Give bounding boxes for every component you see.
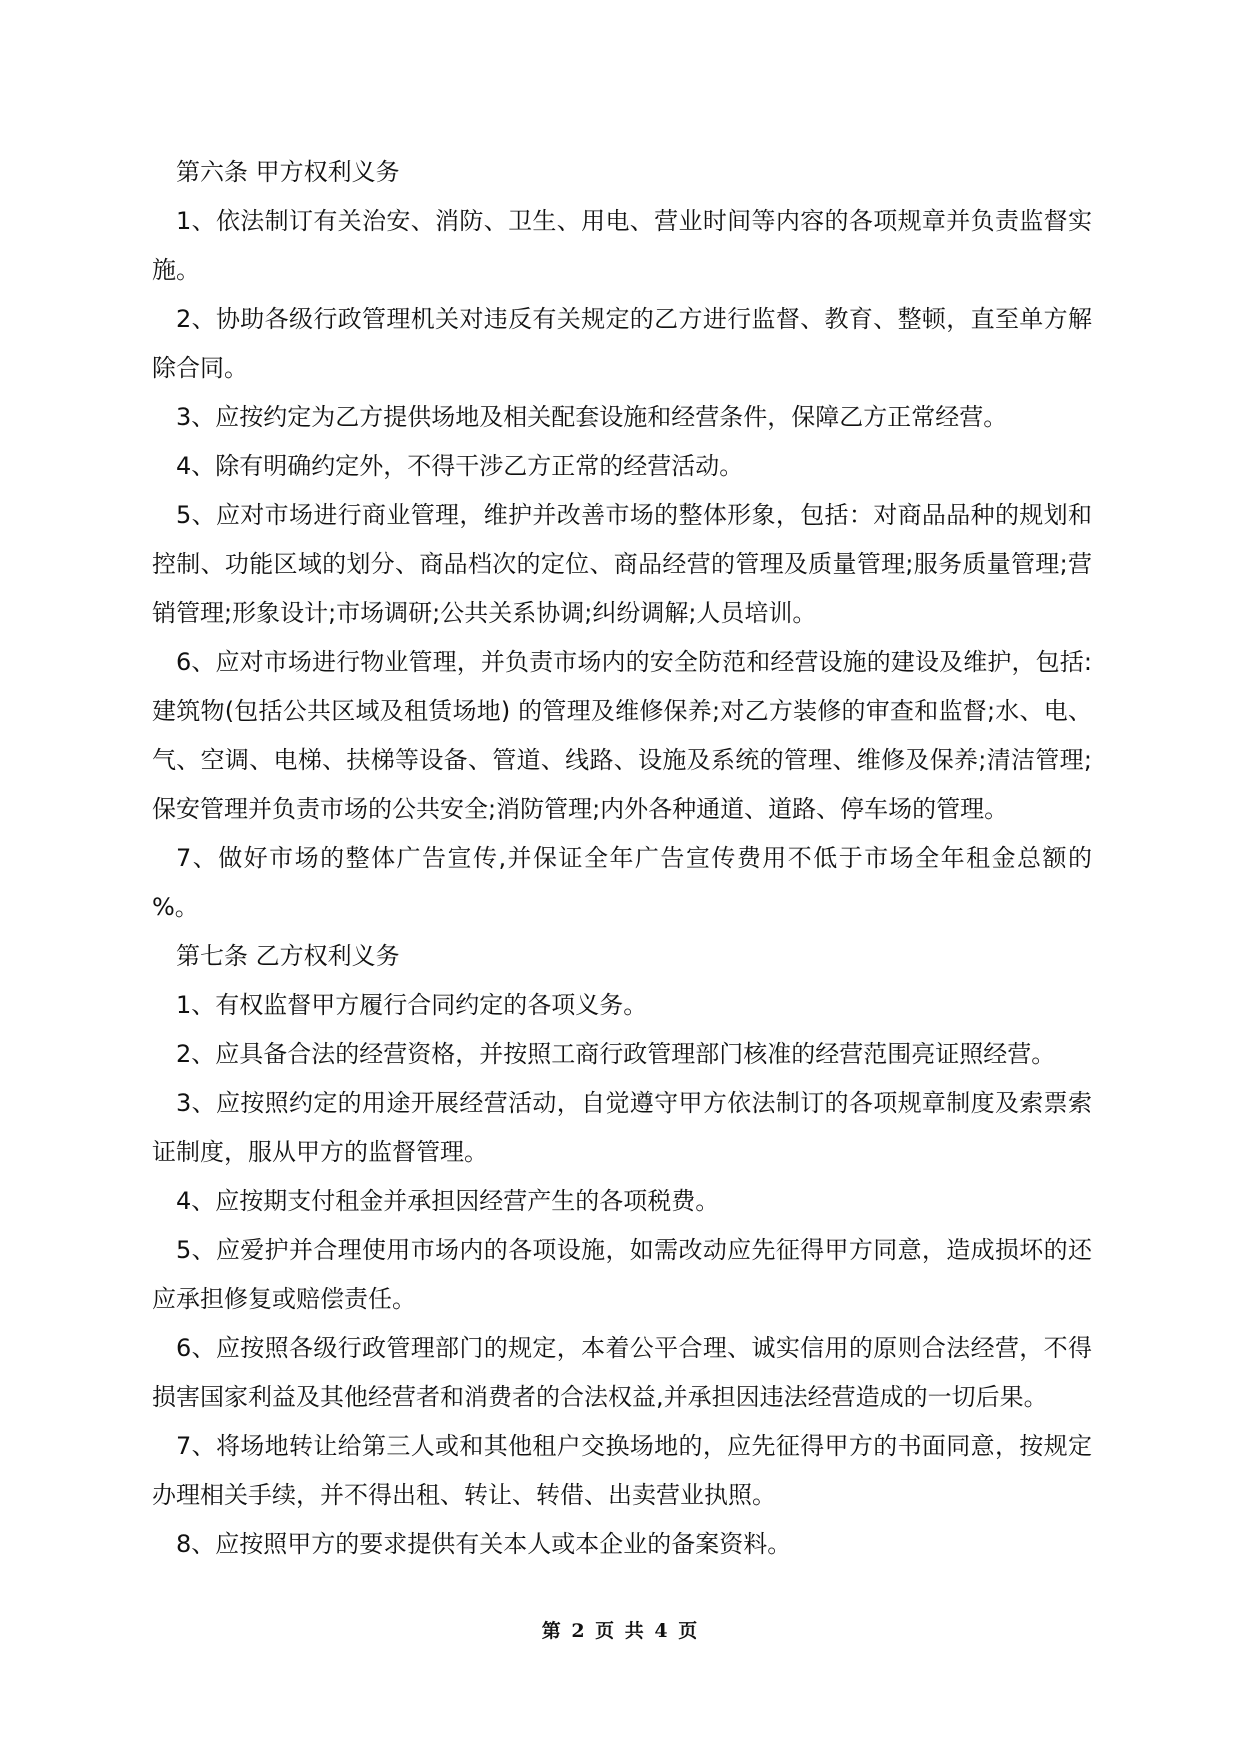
article-6-heading: 第六条 甲方权利义务 xyxy=(176,158,400,186)
article-6-item-2: 2、协助各级行政管理机关对违反有关规定的乙方进行监督、教育、整顿，直至单方解除合同。 xyxy=(152,305,1092,382)
article-7-item-8: 8、应按照甲方的要求提供有关本人或本企业的备案资料。 xyxy=(176,1530,792,1558)
document-body xyxy=(152,148,1092,1569)
article-6-item-5: 5、应对市场进行商业管理，维护并改善市场的整体形象，包括：对商品品种的规划和控制、功能区域的划分、商品档次的定位、商品经营的管理及质量管理;服务质量管理;营销管理;形象设计;市场调研;公共关系协调;纠纷调解;人员培训。 xyxy=(152,501,1092,627)
article-7-item-6: 6、应按照各级行政管理部门的规定，本着公平合理、诚实信用的原则合法经营，不得损害国家利益及其他经营者和消费者的合法权益,并承担因违法经营造成的一切后果。 xyxy=(152,1334,1092,1411)
article-6-item-4: 4、除有明确约定外，不得干涉乙方正常的经营活动。 xyxy=(176,452,744,480)
article-7-item-7: 7、将场地转让给第三人或和其他租户交换场地的，应先征得甲方的书面同意，按规定办理相关手续，并不得出租、转让、转借、出卖营业执照。 xyxy=(152,1432,1092,1509)
article-7-item-5: 5、应爱护并合理使用市场内的各项设施，如需改动应先征得甲方同意，造成损坏的还应承担修复或赔偿责任。 xyxy=(152,1236,1092,1313)
article-6-item-6: 6、应对市场进行物业管理，并负责市场内的安全防范和经营设施的建设及维护，包括: 建筑物(包括公共区域及租赁场地) 的管理及维修保养;对乙方装修的审查和监督;水、电、气、空调、电梯、扶梯等设备、管道、线路、设施及系统的管理、维修及保养;清洁管理;保安管理并负责市场的公共安全;消防管理;内外各种通道、道路、停车场的管理。 xyxy=(152,648,1092,823)
article-7-item-1: 1、有权监督甲方履行合同约定的各项义务。 xyxy=(176,991,648,1019)
page-number-footer: 第 2 页 共 4 页 xyxy=(541,1620,700,1642)
article-7-item-4: 4、应按期支付租金并承担因经营产生的各项税费。 xyxy=(176,1187,720,1215)
article-7-item-3: 3、应按照约定的用途开展经营活动，自觉遵守甲方依法制订的各项规章制度及索票索证制度，服从甲方的监督管理。 xyxy=(152,1089,1092,1166)
article-6-item-7: 7、做好市场的整体广告宣传,并保证全年广告宣传费用不低于市场全年租金总额的 %。 xyxy=(152,844,1092,921)
article-7-heading: 第七条 乙方权利义务 xyxy=(176,942,400,970)
article-7-item-2: 2、应具备合法的经营资格，并按照工商行政管理部门核准的经营范围亮证照经营。 xyxy=(176,1040,1056,1068)
article-6-item-3: 3、应按约定为乙方提供场地及相关配套设施和经营条件，保障乙方正常经营。 xyxy=(176,403,1008,431)
article-6-item-1: 1、依法制订有关治安、消防、卫生、用电、营业时间等内容的各项规章并负责监督实施。 xyxy=(152,207,1092,284)
